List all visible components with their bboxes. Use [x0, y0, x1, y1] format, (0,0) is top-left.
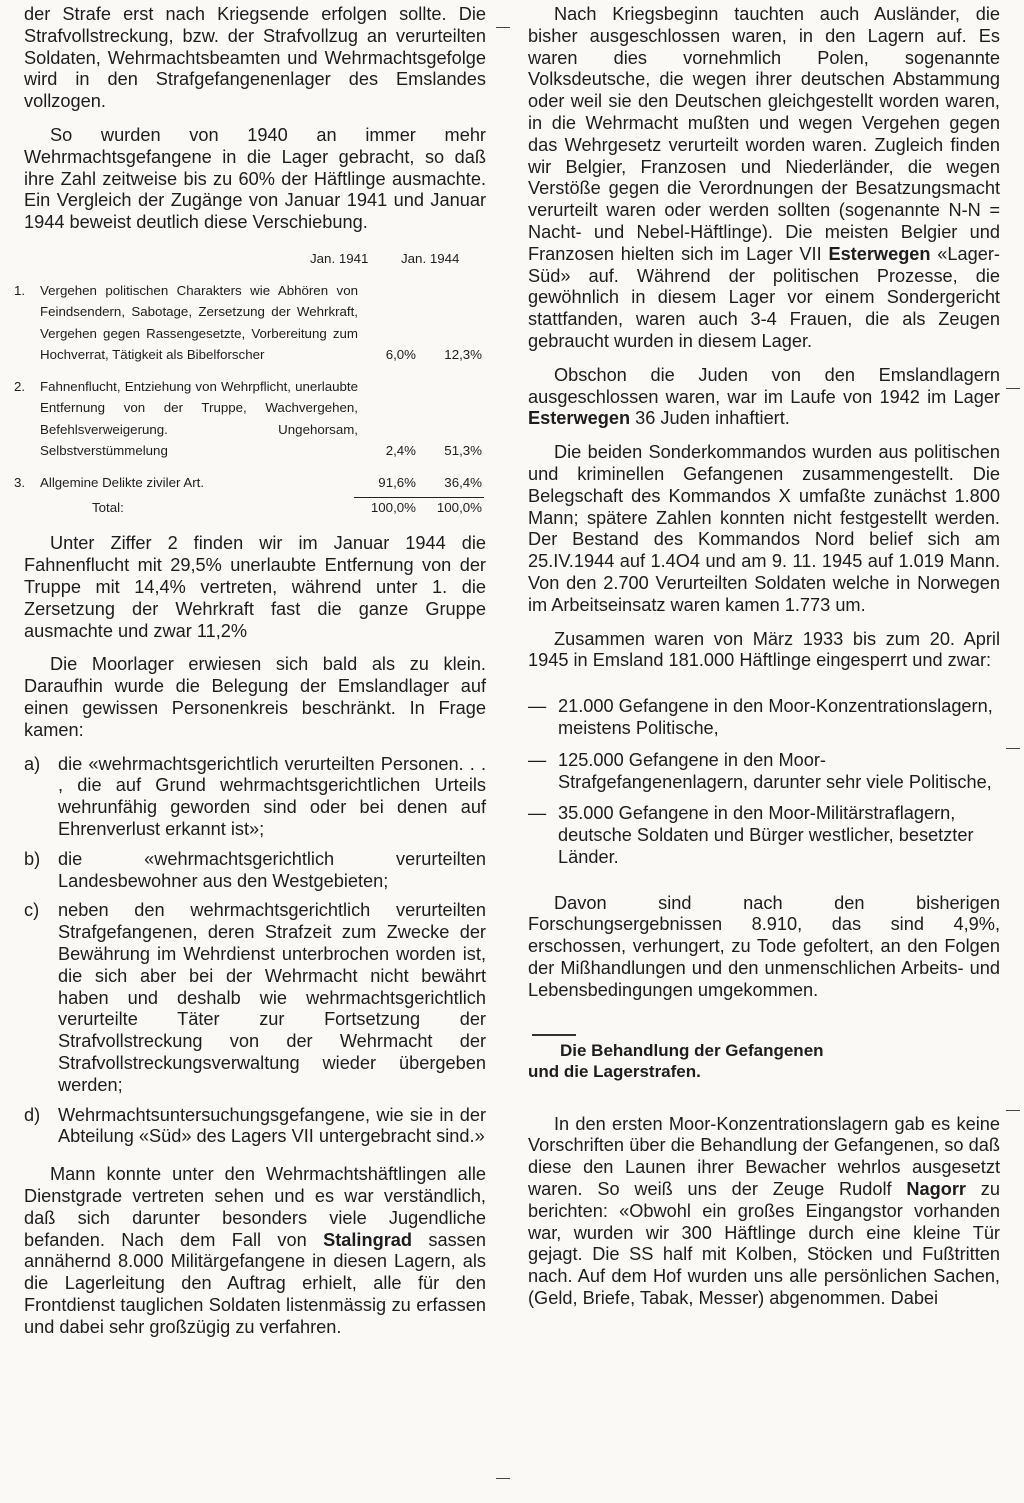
row-number: 3.	[14, 474, 26, 490]
cell-value: 91,6%	[378, 474, 416, 490]
row-label: Allgemine Delikte ziviler Art.	[40, 474, 205, 490]
paragraph: Die Moorlager erwiesen sich bald als zu klein. Daraufhin wurde die Belegung der Emslandlager auf einen gewissen Personenkreis beschränkt. In Frage kamen:	[24, 654, 486, 740]
list-text: die «wehrmachtsgerichtlich verurteilten Personen. . . , die auf Grund wehrmachtsgerichtlichen Urteils wehrunfähig geworden sind oder bei denen auf Ehrenverlust erkannt ist»;	[58, 753, 486, 840]
heading-rule	[532, 1034, 576, 1036]
table-row	[14, 472, 486, 494]
text-run: zu berichten: «Obwohl ein großes Eingangstor vorhanden war, wurden wir 300 Häftlinge durch eine kleine Tür gejagt. Die SS half mit Kolben, Stöcken und Fußtritten nach. Auf dem Hof wurden uns alle persönlichen Sachen, (Geld, Briefe, Tabak, Messer) abgenommen. Dabei	[528, 1179, 1000, 1309]
list-marker: b)	[24, 848, 41, 869]
margin-mark	[496, 27, 510, 28]
statistics-table	[14, 248, 486, 520]
cell-value: 6,0%	[385, 347, 416, 363]
list-marker: —	[528, 749, 547, 770]
text-run: In den ersten Moor-Konzentrationslagern gab es keine Vorschriften über die Behandlung der Gefangenen, so daß diese den Launen ihrer Bewacher wehrlos ausgesetzt waren. So weiß uns der Zeuge Rudolf	[528, 1113, 1000, 1200]
paragraph	[24, 1164, 486, 1338]
left-column	[14, 4, 486, 1339]
paragraph: Davon sind nach den bisherigen Forschungsergebnissen 8.910, das sind 4,9%, erschossen, verhungert, zu Tode gefoltert, an den Folgen der Mißhandlungen und den unmenschlichen Arbeits- und Lebensbedingungen umgekommen.	[528, 892, 1000, 1000]
row-label: Fahnenflucht, Entziehung von Wehrpflicht, unerlaubte Entfernung von der Truppe, Wachvergehen, Befehlsverweigerung. Ungehorsam, Selbstverstümmelung	[40, 378, 358, 459]
emphasis-text: Nagorr	[906, 1179, 967, 1200]
paragraph: der Strafe erst nach Kriegsende erfolgen sollte. Die Strafvollstreckung, bzw. der Strafvollzug an verurteilten Soldaten, Wehrmachtsbeamten und Wehrmachtsgefolge wird in den Strafgefangenenlager des Emslandes vollzogen.	[24, 4, 486, 112]
paragraph	[528, 365, 1000, 430]
paragraph	[528, 4, 1000, 353]
list-item	[24, 900, 486, 1096]
right-column	[528, 4, 1000, 1310]
list-marker: —	[528, 696, 547, 717]
text-run: «Lager-Süd» auf. Während der politischen Prozesse, die gewöhnlich in diesem Lager vor einem Sondergericht stattfanden, waren auch 3-4 Frauen, die als Zeugen gebraucht wurden in diesem Lager.	[528, 243, 1000, 351]
list-marker: —	[528, 803, 547, 824]
cell-value: 51,3%	[444, 443, 482, 459]
list-item	[528, 750, 1000, 794]
margin-mark	[496, 1478, 510, 1479]
heading-line: und die Lagerstrafen.	[528, 1061, 701, 1081]
prisoner-count-list	[528, 696, 1000, 869]
list-marker: d)	[24, 1104, 41, 1125]
total-value: 100,0%	[370, 500, 416, 516]
list-item	[24, 753, 486, 841]
margin-mark	[1006, 748, 1020, 749]
paragraph	[528, 1114, 1000, 1310]
criteria-list	[24, 754, 486, 1149]
column-header: Jan. 1941	[310, 250, 369, 266]
list-item	[24, 848, 486, 893]
cell-value: 2,4%	[385, 443, 416, 459]
paragraph: Unter Ziffer 2 finden wir im Januar 1944 die Fahnenflucht mit 29,5% unerlaubte Entfernung von der Truppe mit 14,4% vertreten, während unter 1. die Zersetzung der Wehrkraft fast die ganze Gruppe ausmachte und zwar 11,2%	[24, 533, 486, 641]
row-number: 1.	[14, 282, 26, 298]
cell-value: 36,4%	[444, 474, 482, 490]
column-header: Jan. 1944	[401, 250, 460, 266]
list-text: 125.000 Gefangene in den Moor-Strafgefangenenlagern, darunter sehr viele Politische,	[558, 749, 992, 792]
list-item	[528, 696, 1000, 740]
section-heading	[528, 1040, 1000, 1082]
total-value: 100,0%	[436, 500, 482, 516]
cell-value: 12,3%	[444, 347, 482, 363]
margin-mark	[1006, 388, 1020, 389]
table-total-row	[24, 497, 486, 519]
table-row	[14, 280, 486, 366]
list-text: die «wehrmachtsgerichtlich verurteilten Landesbewohner aus den Westgebieten;	[58, 848, 486, 891]
text-run: Obschon die Juden von den Emslandlagern ausgeschlossen waren, war im Laufe von 1942 im Lager	[528, 364, 1000, 407]
heading-line: Die Behandlung der Gefangenen	[560, 1040, 824, 1060]
text-run: sassen annähernd 8.000 Militärgefangene in diesen Lagern, als die Lagerleitung den Auftrag erhielt, alle für den Frontdienst tauglichen Soldaten listenmässig zu erfassen und dabei sehr großzügig zu verfahren.	[24, 1229, 486, 1337]
table-header	[24, 248, 486, 270]
emphasis-text: Esterwegen	[528, 408, 631, 429]
list-text: Wehrmachtsuntersuchungsgefangene, wie sie in der Abteilung «Süd» des Lagers VII untergebracht sind.»	[58, 1104, 486, 1147]
list-marker: a)	[24, 753, 41, 774]
text-run: 36 Juden inhaftiert.	[630, 408, 790, 429]
list-text: 21.000 Gefangene in den Moor-Konzentrationslagern, meistens Politische,	[558, 696, 993, 738]
list-text: neben den wehrmachtsgerichtlich verurteilten Strafgefangenen, deren Strafzeit zum Zwecke der Bewährung im Wehrdienst unterbrochen worden ist, die sich aber bei der Wehrmacht nicht bewährt haben und deshalb wie wehrmachtsgerichtlich verurteilte Täter zur Fortsetzung der Strafvollstreckung von der Wehrmacht der Strafvollstreckungsverwaltung wieder übergeben werden;	[58, 900, 486, 1095]
list-item	[24, 1104, 486, 1149]
row-label: Vergehen politischen Charakters wie Abhören von Feindsendern, Sabotage, Zersetzung der Wehrkraft, Vergehen gegen Rassengesetzte, Vorbereitung zum Hochverrat, Tätigkeit als Bibelforscher	[40, 282, 358, 363]
paragraph: So wurden von 1940 an immer mehr Wehrmachtsgefangene in die Lager gebracht, so daß ihre Zahl zeitweise bis zu 60% der Häftlinge ausmachte. Ein Vergleich der Zugänge von Januar 1941 und Januar 1944 beweist deutlich diese Verschiebung.	[24, 124, 486, 233]
total-label: Total:	[92, 500, 124, 516]
row-number: 2.	[14, 378, 26, 394]
emphasis-text: Stalingrad	[323, 1229, 413, 1250]
margin-mark	[1006, 1110, 1020, 1111]
text-run: Nach Kriegsbeginn tauchten auch Ausländer, die bisher ausgeschlossen waren, in den Lagern auf. Es waren dies vornehmlich Polen, sogenannte Volksdeutsche, die wegen ihrer deutschen Abstammung oder weil sie den Deutschen gleichgestellt worden waren, in die Wehrmacht mußten und wegen Vergehen gegen das Wehrgesetz verurteilt worden waren. Zugleich finden wir Belgier, Franzosen und Niederländer, die wegen Verstöße gegen die Verordnungen der Besatzungsmacht verurteilt waren oder werden sollten (sogenannte N-N = Nacht- und Nebel-Häftlinge). Die meisten Belgier und Franzosen hielten sich im Lager VII	[528, 4, 1000, 264]
text-run: Mann konnte unter den Wehrmachtshäftlingen alle Dienstgrade vertreten sehen und es war verständlich, daß sich darunter besonders viele Jugendliche befanden. Nach dem Fall von	[24, 1164, 486, 1250]
paragraph: Die beiden Sonderkommandos wurden aus politischen und kriminellen Gefangenen zusammengestellt. Die Belegschaft des Kommandos X umfaßte zunächst 1.800 Mann; spätere Zahlen konnten nicht festgestellt werden. Der Bestand des Kommandos Nord belief sich am 25.IV.1944 auf 1.4O4 und am 9. 11. 1945 auf 1.019 Mann. Von den 2.700 Verurteilten Soldaten welche in Norwegen im Arbeitseinsatz waren kamen 1.773 um.	[528, 442, 1000, 615]
table-row	[14, 376, 486, 462]
list-item	[528, 803, 1000, 868]
list-text: 35.000 Gefangene in den Moor-Militärstraflagern, deutsche Soldaten und Bürger westlicher, besetzter Länder.	[558, 803, 974, 867]
emphasis-text: Esterwegen	[828, 243, 931, 264]
paragraph: Zusammen waren von März 1933 bis zum 20. April 1945 in Emsland 181.000 Häftlinge eingesperrt und zwar:	[528, 628, 1000, 671]
list-marker: c)	[24, 900, 40, 921]
